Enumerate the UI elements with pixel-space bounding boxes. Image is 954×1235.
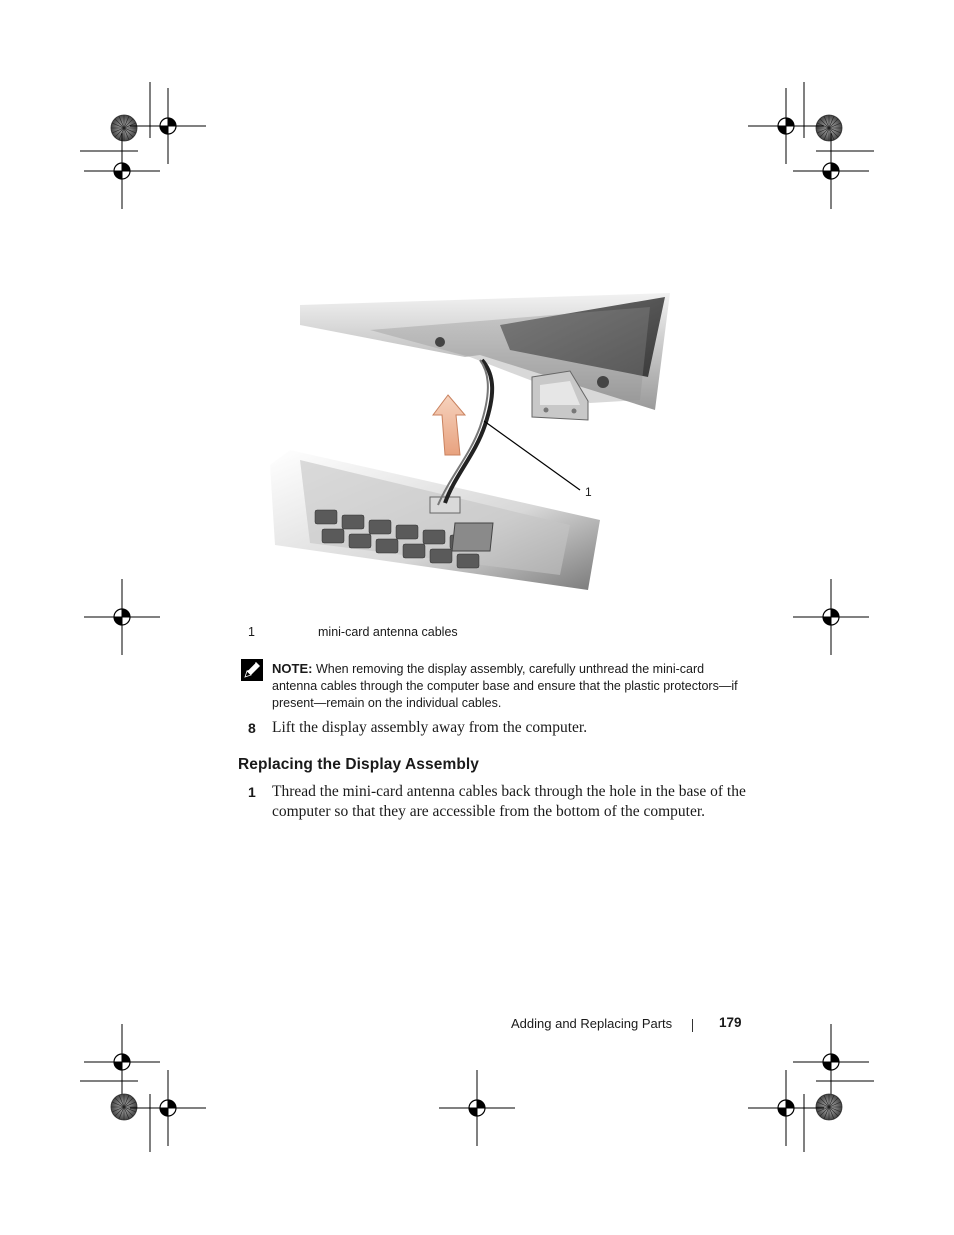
legend-number: 1 bbox=[248, 625, 255, 639]
footer-section-title: Adding and Replacing Parts bbox=[511, 1016, 673, 1031]
legend-label: mini-card antenna cables bbox=[318, 625, 458, 639]
step-number: 8 bbox=[248, 720, 256, 736]
registration-mark-icon bbox=[80, 1024, 206, 1152]
step-text: Thread the mini-card antenna cables back through the hole in the base of the computer so that they are accessible from the bottom of the computer. bbox=[272, 783, 746, 820]
step-number: 1 bbox=[248, 784, 256, 800]
registration-mark-icon bbox=[80, 82, 206, 209]
display-removal-illustration bbox=[270, 285, 700, 605]
registration-mark-icon bbox=[748, 82, 874, 209]
registration-mark-icon bbox=[439, 1070, 515, 1146]
step-text: Lift the display assembly away from the computer. bbox=[272, 719, 588, 736]
registration-mark-icon bbox=[748, 1024, 874, 1152]
note-block bbox=[272, 660, 742, 712]
note-text: When removing the display assembly, carefully unthread the mini-card antenna cables through the computer base and ensure that the plastic protectors—if present—remain on the individual cables. bbox=[272, 662, 738, 710]
note-label: NOTE: bbox=[272, 661, 313, 676]
section-heading: Replacing the Display Assembly bbox=[238, 756, 480, 773]
footer-separator bbox=[692, 1019, 693, 1032]
registration-mark-icon bbox=[84, 579, 160, 655]
page-number: 179 bbox=[719, 1015, 742, 1030]
registration-mark-icon bbox=[793, 579, 869, 655]
pencil-note-icon bbox=[240, 658, 264, 682]
figure-callout-1: 1 bbox=[585, 485, 592, 499]
